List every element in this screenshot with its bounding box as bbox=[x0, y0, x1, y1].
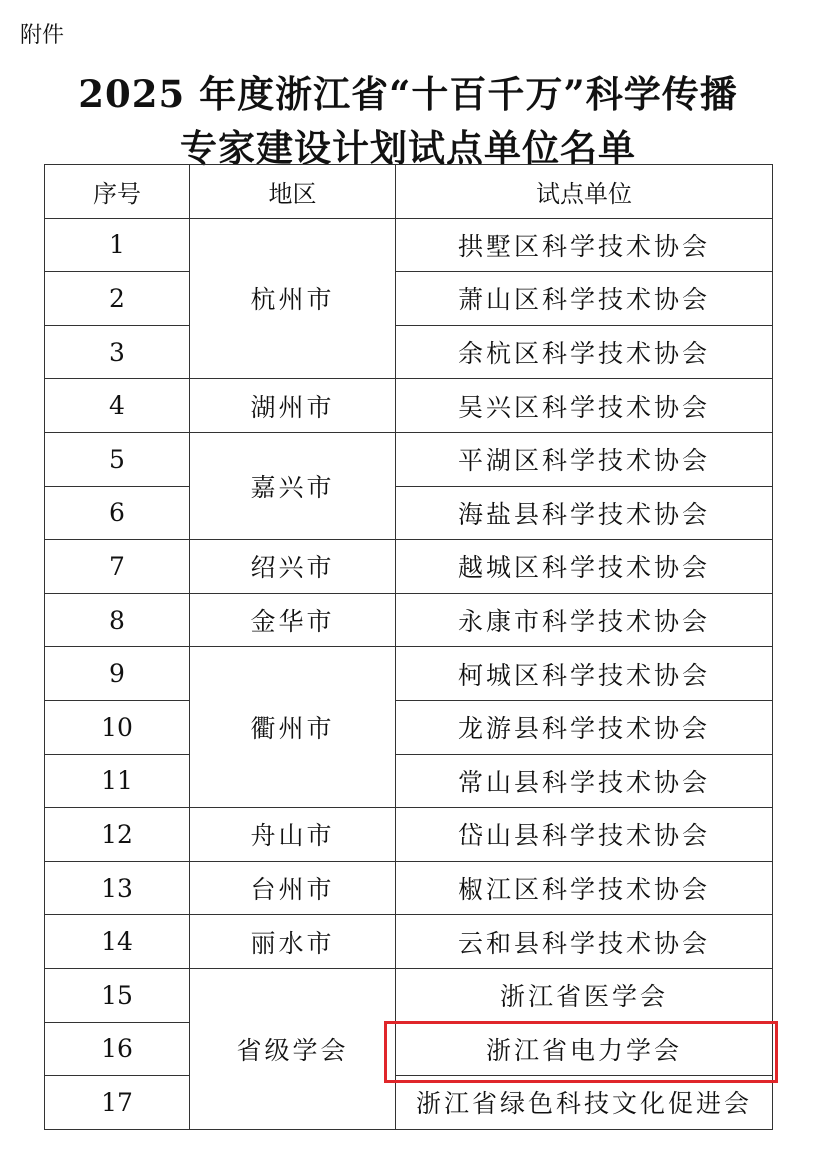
table-row bbox=[45, 379, 773, 433]
row-unit: 云和县科学技术协会 bbox=[396, 915, 773, 969]
row-unit: 拱墅区科学技术协会 bbox=[396, 218, 773, 272]
row-number: 10 bbox=[45, 700, 190, 754]
row-number: 12 bbox=[45, 808, 190, 862]
row-number: 11 bbox=[45, 754, 190, 808]
table-row bbox=[45, 486, 773, 540]
table-row bbox=[45, 593, 773, 647]
table-row bbox=[45, 540, 773, 594]
pilot-units-table bbox=[44, 164, 773, 1130]
row-region: 金华市 bbox=[190, 593, 396, 647]
row-unit: 浙江省电力学会 bbox=[396, 1022, 773, 1076]
page-title-line-1: 2025 年度浙江省“十百千万”科学传播 bbox=[78, 72, 738, 116]
row-unit: 余杭区科学技术协会 bbox=[396, 325, 773, 379]
row-unit: 椒江区科学技术协会 bbox=[396, 861, 773, 915]
table-row bbox=[45, 968, 773, 1022]
row-unit: 越城区科学技术协会 bbox=[396, 540, 773, 594]
row-region: 丽水市 bbox=[190, 915, 396, 969]
row-number: 13 bbox=[45, 861, 190, 915]
row-number: 1 bbox=[45, 218, 190, 272]
page-title-line-2: 专家建设计划试点单位名单 bbox=[180, 126, 636, 170]
row-region: 台州市 bbox=[190, 861, 396, 915]
row-region: 嘉兴市 bbox=[190, 432, 396, 539]
table-row bbox=[45, 861, 773, 915]
row-unit: 浙江省绿色科技文化促进会 bbox=[396, 1076, 773, 1130]
row-unit: 岱山县科学技术协会 bbox=[396, 808, 773, 862]
row-region: 绍兴市 bbox=[190, 540, 396, 594]
row-unit: 浙江省医学会 bbox=[396, 968, 773, 1022]
row-unit: 龙游县科学技术协会 bbox=[396, 700, 773, 754]
row-number: 16 bbox=[45, 1022, 190, 1076]
row-number: 8 bbox=[45, 593, 190, 647]
row-unit: 柯城区科学技术协会 bbox=[396, 647, 773, 701]
row-region: 省级学会 bbox=[190, 968, 396, 1129]
row-number: 4 bbox=[45, 379, 190, 433]
table-row bbox=[45, 808, 773, 862]
table-row bbox=[45, 272, 773, 326]
row-unit: 海盐县科学技术协会 bbox=[396, 486, 773, 540]
row-number: 14 bbox=[45, 915, 190, 969]
table-row bbox=[45, 218, 773, 272]
table-body bbox=[45, 218, 773, 1129]
header-unit: 试点单位 bbox=[396, 165, 773, 219]
row-number: 15 bbox=[45, 968, 190, 1022]
row-region: 衢州市 bbox=[190, 647, 396, 808]
row-number: 7 bbox=[45, 540, 190, 594]
row-number: 9 bbox=[45, 647, 190, 701]
row-unit: 常山县科学技术协会 bbox=[396, 754, 773, 808]
row-number: 6 bbox=[45, 486, 190, 540]
table-row bbox=[45, 1076, 773, 1130]
row-number: 17 bbox=[45, 1076, 190, 1130]
table-header-row bbox=[45, 165, 773, 219]
row-number: 3 bbox=[45, 325, 190, 379]
row-region: 杭州市 bbox=[190, 218, 396, 379]
table-row bbox=[45, 325, 773, 379]
row-unit: 永康市科学技术协会 bbox=[396, 593, 773, 647]
row-unit: 吴兴区科学技术协会 bbox=[396, 379, 773, 433]
row-unit: 平湖区科学技术协会 bbox=[396, 432, 773, 486]
table-row bbox=[45, 754, 773, 808]
table-row bbox=[45, 1022, 773, 1076]
row-unit: 萧山区科学技术协会 bbox=[396, 272, 773, 326]
table-row bbox=[45, 647, 773, 701]
table-row bbox=[45, 700, 773, 754]
header-region: 地区 bbox=[190, 165, 396, 219]
header-number: 序号 bbox=[45, 165, 190, 219]
row-region: 舟山市 bbox=[190, 808, 396, 862]
table-row bbox=[45, 432, 773, 486]
row-region: 湖州市 bbox=[190, 379, 396, 433]
row-number: 2 bbox=[45, 272, 190, 326]
row-number: 5 bbox=[45, 432, 190, 486]
attachment-label: 附件 bbox=[20, 23, 65, 48]
table-row bbox=[45, 915, 773, 969]
